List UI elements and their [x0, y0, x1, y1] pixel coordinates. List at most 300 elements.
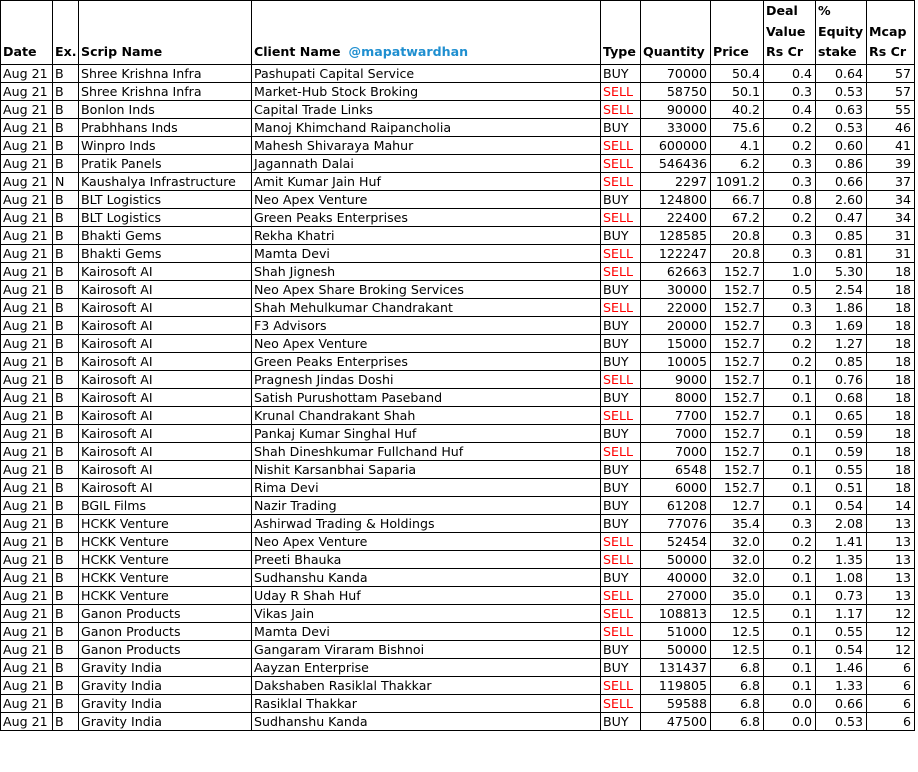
- table-row: [1, 622, 915, 640]
- deal-value-cell: 0.1: [764, 388, 816, 406]
- mcap-cell: 14: [867, 496, 915, 514]
- client-name-cell: Pashupati Capital Service: [252, 64, 601, 82]
- date-cell: Aug 21: [1, 280, 53, 298]
- header-equity-stake-line1: %: [818, 3, 831, 18]
- date-cell: Aug 21: [1, 712, 53, 730]
- price-cell: 152.7: [711, 262, 764, 280]
- header-equity-stake-line2: Equity: [818, 23, 864, 39]
- client-name-cell: Green Peaks Enterprises: [252, 352, 601, 370]
- price-cell: 6.8: [711, 676, 764, 694]
- table-row: [1, 298, 915, 316]
- table-row: [1, 262, 915, 280]
- scrip-name-cell: Prabhhans Inds: [79, 118, 252, 136]
- exchange-cell: B: [53, 460, 79, 478]
- type-cell: BUY: [601, 658, 641, 676]
- quantity-cell: 51000: [641, 622, 711, 640]
- date-cell: Aug 21: [1, 496, 53, 514]
- date-cell: Aug 21: [1, 352, 53, 370]
- equity-stake-cell: 0.60: [816, 136, 867, 154]
- mcap-cell: 55: [867, 100, 915, 118]
- table-row: [1, 226, 915, 244]
- deal-value-cell: 0.8: [764, 190, 816, 208]
- exchange-cell: B: [53, 154, 79, 172]
- table-row: [1, 478, 915, 496]
- exchange-cell: B: [53, 100, 79, 118]
- table-row: [1, 658, 915, 676]
- exchange-cell: B: [53, 514, 79, 532]
- header-mcap-line1: Mcap: [869, 23, 907, 39]
- date-cell: Aug 21: [1, 424, 53, 442]
- mcap-cell: 6: [867, 712, 915, 730]
- mcap-cell: 18: [867, 262, 915, 280]
- exchange-cell: B: [53, 658, 79, 676]
- client-name-cell: Sudhanshu Kanda: [252, 568, 601, 586]
- exchange-cell: B: [53, 118, 79, 136]
- date-cell: Aug 21: [1, 298, 53, 316]
- type-cell: SELL: [601, 244, 641, 262]
- date-cell: Aug 21: [1, 478, 53, 496]
- table-row: [1, 370, 915, 388]
- header-client-name: [252, 1, 601, 65]
- deal-value-cell: 1.0: [764, 262, 816, 280]
- table-row: [1, 154, 915, 172]
- price-cell: 35.0: [711, 586, 764, 604]
- table-row: [1, 244, 915, 262]
- price-cell: 152.7: [711, 460, 764, 478]
- header-deal-value-line3: Rs Cr: [766, 44, 804, 59]
- client-name-cell: Dakshaben Rasiklal Thakkar: [252, 676, 601, 694]
- deal-value-cell: 0.1: [764, 478, 816, 496]
- exchange-cell: B: [53, 388, 79, 406]
- type-cell: BUY: [601, 226, 641, 244]
- equity-stake-cell: 0.54: [816, 640, 867, 658]
- deal-value-cell: 0.5: [764, 280, 816, 298]
- equity-stake-cell: 1.46: [816, 658, 867, 676]
- header-scrip-name: Scrip Name: [79, 1, 252, 65]
- date-cell: Aug 21: [1, 604, 53, 622]
- quantity-cell: 600000: [641, 136, 711, 154]
- equity-stake-cell: 0.68: [816, 388, 867, 406]
- type-cell: SELL: [601, 694, 641, 712]
- mcap-cell: 18: [867, 334, 915, 352]
- table-body: [1, 64, 915, 730]
- price-cell: 1091.2: [711, 172, 764, 190]
- deal-value-cell: 0.1: [764, 406, 816, 424]
- type-cell: BUY: [601, 424, 641, 442]
- type-cell: SELL: [601, 208, 641, 226]
- deal-value-cell: 0.1: [764, 604, 816, 622]
- table-row: [1, 388, 915, 406]
- scrip-name-cell: Gravity India: [79, 694, 252, 712]
- client-name-cell: Uday R Shah Huf: [252, 586, 601, 604]
- client-name-cell: Nishit Karsanbhai Saparia: [252, 460, 601, 478]
- exchange-cell: B: [53, 712, 79, 730]
- quantity-cell: 546436: [641, 154, 711, 172]
- mcap-cell: 31: [867, 244, 915, 262]
- deal-value-cell: 0.1: [764, 370, 816, 388]
- type-cell: BUY: [601, 496, 641, 514]
- exchange-cell: B: [53, 694, 79, 712]
- mcap-cell: 13: [867, 586, 915, 604]
- price-cell: 40.2: [711, 100, 764, 118]
- client-name-cell: Mamta Devi: [252, 244, 601, 262]
- exchange-cell: B: [53, 280, 79, 298]
- exchange-cell: B: [53, 640, 79, 658]
- table-row: [1, 316, 915, 334]
- date-cell: Aug 21: [1, 532, 53, 550]
- equity-stake-cell: 0.65: [816, 406, 867, 424]
- date-cell: Aug 21: [1, 154, 53, 172]
- date-cell: Aug 21: [1, 100, 53, 118]
- type-cell: BUY: [601, 316, 641, 334]
- mcap-cell: 18: [867, 388, 915, 406]
- table-row: [1, 640, 915, 658]
- type-cell: SELL: [601, 298, 641, 316]
- quantity-cell: 9000: [641, 370, 711, 388]
- header-mcap: [867, 1, 915, 65]
- quantity-cell: 108813: [641, 604, 711, 622]
- exchange-cell: B: [53, 586, 79, 604]
- scrip-name-cell: HCKK Venture: [79, 550, 252, 568]
- type-cell: SELL: [601, 676, 641, 694]
- scrip-name-cell: Bhakti Gems: [79, 244, 252, 262]
- scrip-name-cell: Bonlon Inds: [79, 100, 252, 118]
- mcap-cell: 12: [867, 622, 915, 640]
- client-name-cell: Neo Apex Venture: [252, 334, 601, 352]
- exchange-cell: B: [53, 64, 79, 82]
- exchange-cell: B: [53, 478, 79, 496]
- client-name-cell: Neo Apex Venture: [252, 190, 601, 208]
- mcap-cell: 34: [867, 208, 915, 226]
- quantity-cell: 22000: [641, 298, 711, 316]
- scrip-name-cell: Kairosoft AI: [79, 280, 252, 298]
- deal-value-cell: 0.1: [764, 460, 816, 478]
- scrip-name-cell: Gravity India: [79, 676, 252, 694]
- quantity-cell: 15000: [641, 334, 711, 352]
- exchange-cell: B: [53, 316, 79, 334]
- client-name-cell: Aayzan Enterprise: [252, 658, 601, 676]
- equity-stake-cell: 0.66: [816, 172, 867, 190]
- client-name-cell: Nazir Trading: [252, 496, 601, 514]
- scrip-name-cell: Ganon Products: [79, 640, 252, 658]
- date-cell: Aug 21: [1, 622, 53, 640]
- type-cell: BUY: [601, 64, 641, 82]
- type-cell: BUY: [601, 352, 641, 370]
- price-cell: 152.7: [711, 298, 764, 316]
- equity-stake-cell: 0.76: [816, 370, 867, 388]
- quantity-cell: 2297: [641, 172, 711, 190]
- date-cell: Aug 21: [1, 118, 53, 136]
- deal-value-cell: 0.2: [764, 532, 816, 550]
- type-cell: SELL: [601, 604, 641, 622]
- exchange-cell: B: [53, 136, 79, 154]
- scrip-name-cell: Kairosoft AI: [79, 262, 252, 280]
- table-row: [1, 604, 915, 622]
- quantity-cell: 128585: [641, 226, 711, 244]
- scrip-name-cell: Kairosoft AI: [79, 460, 252, 478]
- quantity-cell: 70000: [641, 64, 711, 82]
- quantity-cell: 50000: [641, 550, 711, 568]
- price-cell: 12.5: [711, 640, 764, 658]
- date-cell: Aug 21: [1, 370, 53, 388]
- exchange-cell: B: [53, 604, 79, 622]
- deal-value-cell: 0.3: [764, 514, 816, 532]
- price-cell: 75.6: [711, 118, 764, 136]
- table-row: [1, 190, 915, 208]
- exchange-cell: B: [53, 208, 79, 226]
- table-row: [1, 334, 915, 352]
- quantity-cell: 61208: [641, 496, 711, 514]
- equity-stake-cell: 0.81: [816, 244, 867, 262]
- client-name-cell: Gangaram Viraram Bishnoi: [252, 640, 601, 658]
- table-row: [1, 694, 915, 712]
- scrip-name-cell: Pratik Panels: [79, 154, 252, 172]
- type-cell: SELL: [601, 406, 641, 424]
- quantity-cell: 62663: [641, 262, 711, 280]
- table-row: [1, 136, 915, 154]
- header-equity-stake-line3: stake: [818, 44, 857, 59]
- price-cell: 12.5: [711, 622, 764, 640]
- equity-stake-cell: 1.69: [816, 316, 867, 334]
- client-name-cell: Amit Kumar Jain Huf: [252, 172, 601, 190]
- scrip-name-cell: HCKK Venture: [79, 514, 252, 532]
- type-cell: SELL: [601, 172, 641, 190]
- price-cell: 50.1: [711, 82, 764, 100]
- table-row: [1, 208, 915, 226]
- exchange-cell: B: [53, 424, 79, 442]
- header-deal-value-line1: Deal: [766, 3, 798, 18]
- equity-stake-cell: 5.30: [816, 262, 867, 280]
- exchange-cell: B: [53, 244, 79, 262]
- exchange-cell: B: [53, 334, 79, 352]
- client-name-cell: Rekha Khatri: [252, 226, 601, 244]
- deal-value-cell: 0.0: [764, 694, 816, 712]
- deal-value-cell: 0.1: [764, 622, 816, 640]
- price-cell: 32.0: [711, 568, 764, 586]
- header-client-label: Client Name: [254, 44, 341, 59]
- type-cell: BUY: [601, 118, 641, 136]
- equity-stake-cell: 0.63: [816, 100, 867, 118]
- date-cell: Aug 21: [1, 208, 53, 226]
- price-cell: 4.1: [711, 136, 764, 154]
- scrip-name-cell: Gravity India: [79, 712, 252, 730]
- deal-value-cell: 0.0: [764, 712, 816, 730]
- deal-value-cell: 0.4: [764, 64, 816, 82]
- date-cell: Aug 21: [1, 550, 53, 568]
- quantity-cell: 33000: [641, 118, 711, 136]
- exchange-cell: B: [53, 676, 79, 694]
- date-cell: Aug 21: [1, 136, 53, 154]
- date-cell: Aug 21: [1, 676, 53, 694]
- deal-value-cell: 0.1: [764, 568, 816, 586]
- client-name-cell: Market-Hub Stock Broking: [252, 82, 601, 100]
- deal-value-cell: 0.2: [764, 208, 816, 226]
- quantity-cell: 7000: [641, 424, 711, 442]
- table-row: [1, 424, 915, 442]
- type-cell: BUY: [601, 388, 641, 406]
- scrip-name-cell: Shree Krishna Infra: [79, 64, 252, 82]
- quantity-cell: 50000: [641, 640, 711, 658]
- quantity-cell: 7700: [641, 406, 711, 424]
- header-type: Type: [601, 1, 641, 65]
- equity-stake-cell: 2.54: [816, 280, 867, 298]
- header-price: Price: [711, 1, 764, 65]
- type-cell: SELL: [601, 532, 641, 550]
- table-row: [1, 532, 915, 550]
- mcap-cell: 37: [867, 172, 915, 190]
- equity-stake-cell: 0.47: [816, 208, 867, 226]
- scrip-name-cell: HCKK Venture: [79, 586, 252, 604]
- scrip-name-cell: Kaushalya Infrastructure: [79, 172, 252, 190]
- mcap-cell: 18: [867, 370, 915, 388]
- exchange-cell: B: [53, 226, 79, 244]
- quantity-cell: 7000: [641, 442, 711, 460]
- quantity-cell: 119805: [641, 676, 711, 694]
- type-cell: SELL: [601, 136, 641, 154]
- mcap-cell: 39: [867, 154, 915, 172]
- mcap-cell: 18: [867, 406, 915, 424]
- quantity-cell: 131437: [641, 658, 711, 676]
- price-cell: 12.5: [711, 604, 764, 622]
- scrip-name-cell: Kairosoft AI: [79, 388, 252, 406]
- exchange-cell: B: [53, 532, 79, 550]
- deal-value-cell: 0.3: [764, 82, 816, 100]
- type-cell: BUY: [601, 640, 641, 658]
- client-name-cell: Neo Apex Share Broking Services: [252, 280, 601, 298]
- table-row: [1, 118, 915, 136]
- client-name-cell: Satish Purushottam Paseband: [252, 388, 601, 406]
- deal-value-cell: 0.3: [764, 226, 816, 244]
- deal-value-cell: 0.4: [764, 100, 816, 118]
- exchange-cell: B: [53, 406, 79, 424]
- client-name-cell: Green Peaks Enterprises: [252, 208, 601, 226]
- exchange-cell: B: [53, 298, 79, 316]
- equity-stake-cell: 0.59: [816, 424, 867, 442]
- table-row: [1, 712, 915, 730]
- date-cell: Aug 21: [1, 190, 53, 208]
- date-cell: Aug 21: [1, 586, 53, 604]
- mcap-cell: 18: [867, 352, 915, 370]
- table-row: [1, 352, 915, 370]
- table-row: [1, 406, 915, 424]
- deal-value-cell: 0.2: [764, 118, 816, 136]
- equity-stake-cell: 0.66: [816, 694, 867, 712]
- price-cell: 66.7: [711, 190, 764, 208]
- header-quantity: Quantity: [641, 1, 711, 65]
- type-cell: BUY: [601, 280, 641, 298]
- quantity-cell: 90000: [641, 100, 711, 118]
- quantity-cell: 47500: [641, 712, 711, 730]
- scrip-name-cell: Winpro Inds: [79, 136, 252, 154]
- price-cell: 6.8: [711, 712, 764, 730]
- mcap-cell: 12: [867, 640, 915, 658]
- price-cell: 20.8: [711, 226, 764, 244]
- client-name-cell: Rasiklal Thakkar: [252, 694, 601, 712]
- mcap-cell: 18: [867, 280, 915, 298]
- table-row: [1, 496, 915, 514]
- header-deal-value: [764, 1, 816, 65]
- date-cell: Aug 21: [1, 316, 53, 334]
- equity-stake-cell: 0.85: [816, 352, 867, 370]
- price-cell: 152.7: [711, 316, 764, 334]
- mcap-cell: 18: [867, 298, 915, 316]
- client-name-cell: Manoj Khimchand Raipancholia: [252, 118, 601, 136]
- scrip-name-cell: Kairosoft AI: [79, 334, 252, 352]
- quantity-cell: 58750: [641, 82, 711, 100]
- table-row: [1, 82, 915, 100]
- price-cell: 152.7: [711, 442, 764, 460]
- quantity-cell: 22400: [641, 208, 711, 226]
- mcap-cell: 18: [867, 424, 915, 442]
- mcap-cell: 57: [867, 82, 915, 100]
- quantity-cell: 122247: [641, 244, 711, 262]
- scrip-name-cell: HCKK Venture: [79, 532, 252, 550]
- price-cell: 20.8: [711, 244, 764, 262]
- mcap-cell: 6: [867, 676, 915, 694]
- scrip-name-cell: Ganon Products: [79, 622, 252, 640]
- equity-stake-cell: 0.51: [816, 478, 867, 496]
- equity-stake-cell: 2.08: [816, 514, 867, 532]
- deal-value-cell: 0.1: [764, 658, 816, 676]
- deal-value-cell: 0.2: [764, 550, 816, 568]
- equity-stake-cell: 0.55: [816, 460, 867, 478]
- deal-value-cell: 0.2: [764, 136, 816, 154]
- exchange-cell: N: [53, 172, 79, 190]
- quantity-cell: 30000: [641, 280, 711, 298]
- scrip-name-cell: BGIL Films: [79, 496, 252, 514]
- table-row: [1, 676, 915, 694]
- scrip-name-cell: Kairosoft AI: [79, 298, 252, 316]
- client-name-cell: Shah Jignesh: [252, 262, 601, 280]
- type-cell: BUY: [601, 460, 641, 478]
- client-name-cell: Neo Apex Venture: [252, 532, 601, 550]
- exchange-cell: B: [53, 82, 79, 100]
- equity-stake-cell: 0.53: [816, 82, 867, 100]
- deal-value-cell: 0.1: [764, 676, 816, 694]
- equity-stake-cell: 0.85: [816, 226, 867, 244]
- scrip-name-cell: Kairosoft AI: [79, 316, 252, 334]
- table-row: [1, 568, 915, 586]
- equity-stake-cell: 0.54: [816, 496, 867, 514]
- exchange-cell: B: [53, 622, 79, 640]
- header-mcap-line2: Rs Cr: [869, 44, 907, 59]
- type-cell: SELL: [601, 82, 641, 100]
- scrip-name-cell: Kairosoft AI: [79, 424, 252, 442]
- date-cell: Aug 21: [1, 442, 53, 460]
- price-cell: 6.8: [711, 658, 764, 676]
- quantity-cell: 20000: [641, 316, 711, 334]
- mcap-cell: 6: [867, 694, 915, 712]
- type-cell: SELL: [601, 442, 641, 460]
- equity-stake-cell: 0.53: [816, 118, 867, 136]
- client-name-cell: Pragnesh Jindas Doshi: [252, 370, 601, 388]
- type-cell: BUY: [601, 478, 641, 496]
- price-cell: 152.7: [711, 406, 764, 424]
- date-cell: Aug 21: [1, 64, 53, 82]
- scrip-name-cell: Kairosoft AI: [79, 406, 252, 424]
- price-cell: 152.7: [711, 352, 764, 370]
- equity-stake-cell: 0.73: [816, 586, 867, 604]
- mcap-cell: 57: [867, 64, 915, 82]
- price-cell: 67.2: [711, 208, 764, 226]
- scrip-name-cell: BLT Logistics: [79, 190, 252, 208]
- client-name-cell: Krunal Chandrakant Shah: [252, 406, 601, 424]
- date-cell: Aug 21: [1, 640, 53, 658]
- exchange-cell: B: [53, 370, 79, 388]
- exchange-cell: B: [53, 496, 79, 514]
- equity-stake-cell: 2.60: [816, 190, 867, 208]
- quantity-cell: 59588: [641, 694, 711, 712]
